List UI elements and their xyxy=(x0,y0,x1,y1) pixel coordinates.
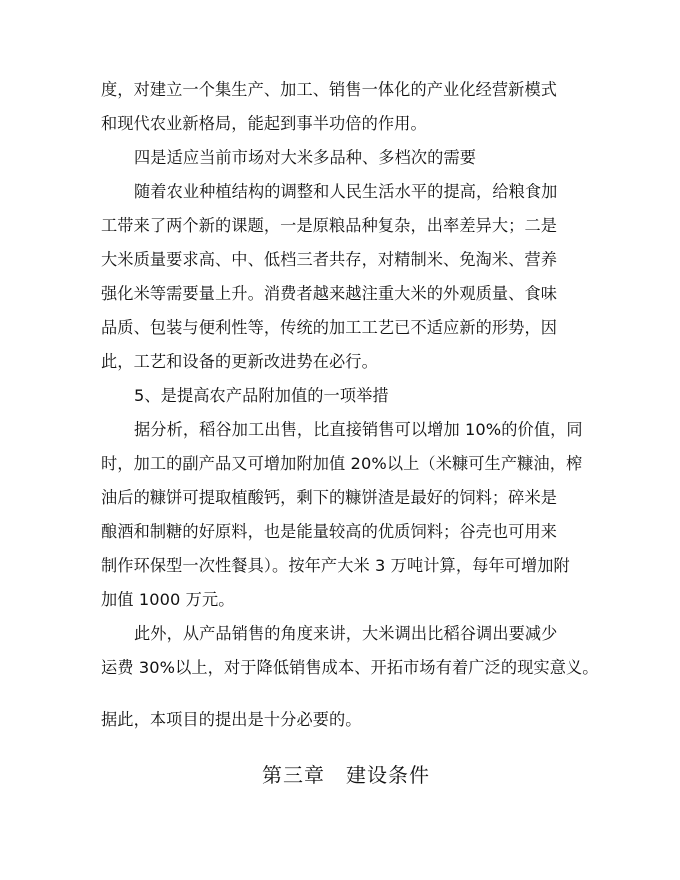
body-text-line: 随着农业种植结构的调整和人民生活水平的提高，给粮食加 xyxy=(134,182,558,201)
conclusion-line: 据此，本项目的提出是十分必要的。 xyxy=(101,710,362,729)
body-text-line: 和现代农业新格局，能起到事半功倍的作用。 xyxy=(101,114,427,133)
body-text-line: 油后的糠饼可提取植酸钙，剩下的糠饼渣是最好的饲料；碎米是 xyxy=(101,488,558,507)
body-text-line: 此，工艺和设备的更新改进势在必行。 xyxy=(101,352,378,371)
body-text-line: 酿酒和制糖的好原料，也是能量较高的优质饲料；谷壳也可用来 xyxy=(101,522,558,541)
body-text-line: 品质、包装与便利性等，传统的加工工艺已不适应新的形势，因 xyxy=(101,318,558,337)
chapter-heading: 第三章 建设条件 xyxy=(262,763,430,787)
body-text-line: 工带来了两个新的课题，一是原粮品种复杂，出率差异大；二是 xyxy=(101,216,558,235)
body-text-line: 制作环保型一次性餐具）。按年产大米 3 万吨计算，每年可增加附 xyxy=(101,556,570,575)
body-text-line: 运费 30%以上，对于降低销售成本、开拓市场有着广泛的现实意义。 xyxy=(101,658,599,677)
section-heading-5: 5、是提高农产品附加值的一项举措 xyxy=(134,386,389,405)
body-text-line: 度，对建立一个集生产、加工、销售一体化的产业化经营新模式 xyxy=(101,80,558,99)
body-text-line: 时，加工的副产品又可增加附加值 20%以上（米糠可生产糠油，榨 xyxy=(101,454,583,473)
body-text-line: 加值 1000 万元。 xyxy=(101,590,235,609)
section-heading-4: 四是适应当前市场对大米多品种、多档次的需要 xyxy=(134,148,477,167)
body-text-line: 据分析，稻谷加工出售，比直接销售可以增加 10%的价值，同 xyxy=(134,420,583,439)
body-text-line: 大米质量要求高、中、低档三者共存，对精制米、免淘米、营养 xyxy=(101,250,558,269)
body-text-line: 此外，从产品销售的角度来讲，大米调出比稻谷调出要减少 xyxy=(134,624,558,643)
body-text-line: 强化米等需要量上升。消费者越来越注重大米的外观质量、食味 xyxy=(101,284,558,303)
